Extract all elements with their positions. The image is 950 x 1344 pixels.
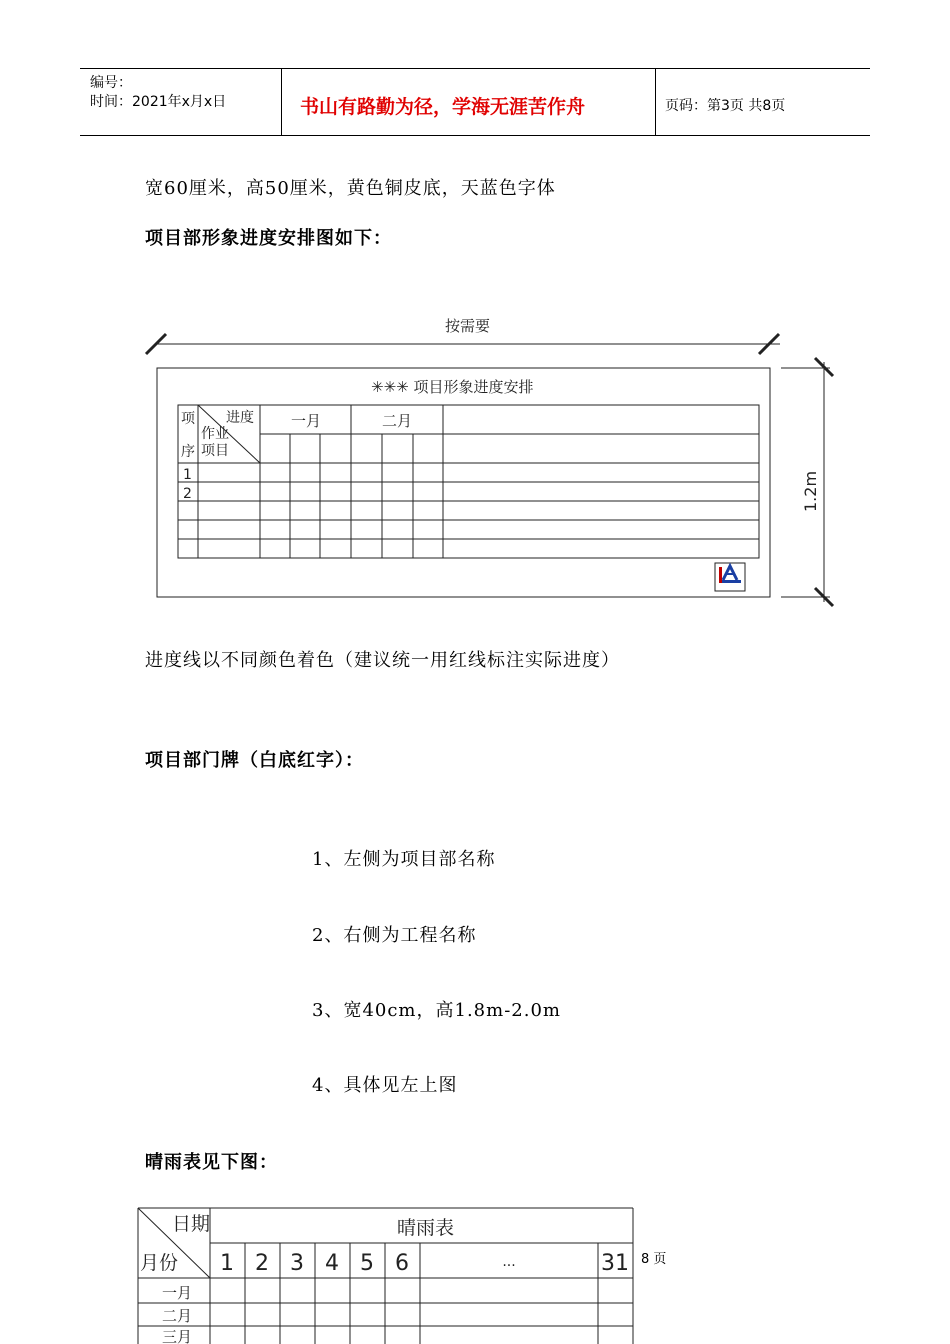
row-number-2: 2 [183,486,192,502]
rain-table-heading: 晴雨表见下图： [145,1152,278,1173]
weather-month-3: 三月 [162,1328,193,1344]
header-motto: 书山有路勤为径，学海无涯苦作舟 [300,96,586,118]
door-item-1: 1、左侧为项目部名称 [312,849,496,870]
progress-heading: 项目部形象进度安排图如下： [145,228,392,249]
weather-day-1: 1 [220,1251,234,1276]
weather-month-header: 月份 [140,1252,179,1274]
door-item-2: 2、右侧为工程名称 [312,925,477,946]
seq-header-top: 项 [181,411,195,427]
doc-number-label: 编号： [90,75,132,91]
diag-header-item: 项目 [201,443,229,459]
door-item-4: 4、具体见左上图 [312,1075,458,1096]
height-label: 1.2m [801,470,820,512]
progress-note: 进度线以不同颜色着色（建议统一用红线标注实际进度） [145,650,620,671]
weather-day-8: 31 [601,1251,629,1276]
weather-date-header: 日期 [172,1213,211,1235]
weather-day-3: 3 [290,1251,304,1276]
door-plate-heading: 项目部门牌（白底红字）： [145,750,364,771]
seq-header-bottom: 序 [181,444,195,460]
header-divider-right [655,68,656,136]
width-label: 按需要 [445,317,491,335]
diag-header-work: 作业 [201,426,229,442]
month-header-2: 二月 [382,412,413,430]
diag-header-progress: 进度 [226,410,254,426]
weather-table-title: 晴雨表 [397,1217,455,1239]
company-logo-icon [719,566,741,583]
door-item-3: 3、宽40cm，高1.8m-2.0m [312,1000,561,1021]
row-number-1: 1 [183,467,192,483]
weather-day-6: 6 [395,1251,409,1276]
doc-time-label: 时间：2021年x月x日 [90,94,227,110]
page-fragment: 8 页 [641,1252,667,1267]
progress-chart-drawing [140,300,850,620]
weather-day-7: ··· [502,1258,516,1274]
weather-day-4: 4 [325,1251,339,1276]
sign-spec-text: 宽60厘米，高50厘米，黄色铜皮底，天蓝色字体 [145,178,556,199]
weather-month-1: 一月 [162,1284,193,1302]
weather-month-2: 二月 [162,1307,193,1325]
weather-day-2: 2 [255,1251,269,1276]
page-number-info: 页码：第3页 共8页 [665,98,786,114]
header-bottom-rule [80,135,870,136]
weather-table [130,1200,730,1344]
month-header-1: 一月 [291,412,322,430]
weather-day-5: 5 [360,1251,374,1276]
header-top-rule [80,68,870,69]
progress-board-title: ✳✳✳ 项目形象进度安排 [371,378,534,396]
header-divider-left [281,68,282,136]
